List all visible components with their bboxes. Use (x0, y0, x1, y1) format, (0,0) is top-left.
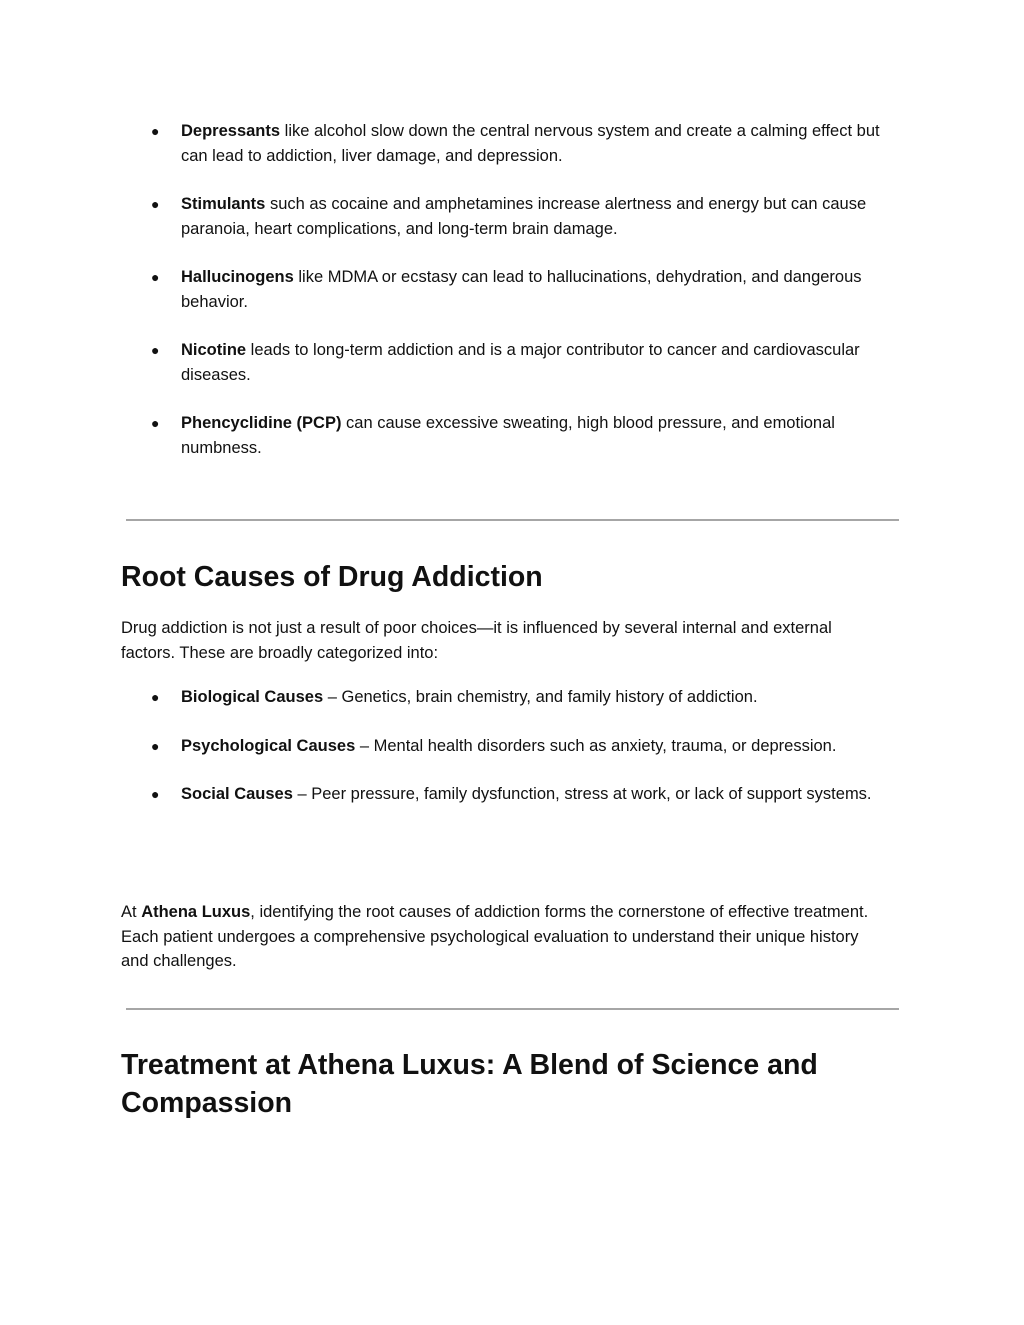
horizontal-divider (126, 1008, 899, 1010)
root-causes-intro: Drug addiction is not just a result of poor choices—it is influenced by several internal and external factors. These are broadly categorized into: (121, 619, 832, 662)
list-item (121, 265, 901, 314)
item-text: – Peer pressure, family dysfunction, stress at work, or lack of support systems. (292, 785, 872, 803)
section-heading-root-causes: Root Causes of Drug Addiction (121, 561, 543, 593)
item-text: leads to long-term addiction and is a major contributor to cancer and cardiovascular diseases. (181, 341, 860, 384)
bullet-icon: ● (151, 123, 160, 139)
item-term: Phencyclidine (PCP) (181, 414, 342, 432)
bullet-icon: ● (151, 786, 160, 802)
list-item (121, 734, 901, 759)
item-term: Biological Causes (181, 688, 324, 706)
list-item (121, 192, 901, 241)
item-term: Hallucinogens (181, 268, 294, 286)
item-text: like MDMA or ecstasy can lead to hallucinations, dehydration, and dangerous behavior. (181, 268, 862, 311)
item-text: – Genetics, brain chemistry, and family history of addiction. (323, 688, 758, 706)
item-text: can cause excessive sweating, high blood pressure, and emotional numbness. (181, 414, 835, 457)
root-causes-list (121, 685, 901, 831)
section-heading-treatment: Treatment at Athena Luxus: A Blend of Science and Compassion (121, 1049, 818, 1119)
list-item (121, 685, 901, 710)
athena-name: Athena Luxus (141, 903, 251, 921)
horizontal-divider (126, 519, 899, 521)
athena-text: , identifying the root causes of addiction forms the cornerstone of effective treatment. Each patient undergoes a comprehensive psychological evaluation to understand their unique history and challenges. (121, 903, 869, 970)
item-text: such as cocaine and amphetamines increase alertness and energy but can cause paranoia, heart complications, and long-term brain damage. (181, 195, 867, 238)
list-item (121, 119, 901, 168)
athena-paragraph (121, 900, 881, 974)
item-term: Stimulants (181, 195, 266, 213)
list-item (121, 782, 901, 807)
item-term: Social Causes (181, 785, 293, 803)
item-term: Depressants (181, 122, 281, 140)
bullet-icon: ● (151, 737, 160, 754)
bullet-icon: ● (151, 269, 160, 285)
list-item (121, 338, 901, 387)
item-term: Nicotine (181, 341, 247, 359)
bullet-icon: ● (151, 196, 160, 212)
bullet-icon: ● (151, 689, 160, 705)
bullet-icon: ● (151, 342, 160, 358)
bullet-icon: ● (151, 415, 160, 431)
substance-list (121, 119, 901, 484)
item-term: Psychological Causes (181, 736, 356, 755)
item-text: – Mental health disorders such as anxiety, trauma, or depression. (355, 736, 837, 755)
item-text: like alcohol slow down the central nervous system and create a calming effect but can lead to addiction, liver damage, and depression. (181, 122, 880, 165)
list-item (121, 411, 901, 460)
athena-prefix: At (121, 903, 142, 921)
